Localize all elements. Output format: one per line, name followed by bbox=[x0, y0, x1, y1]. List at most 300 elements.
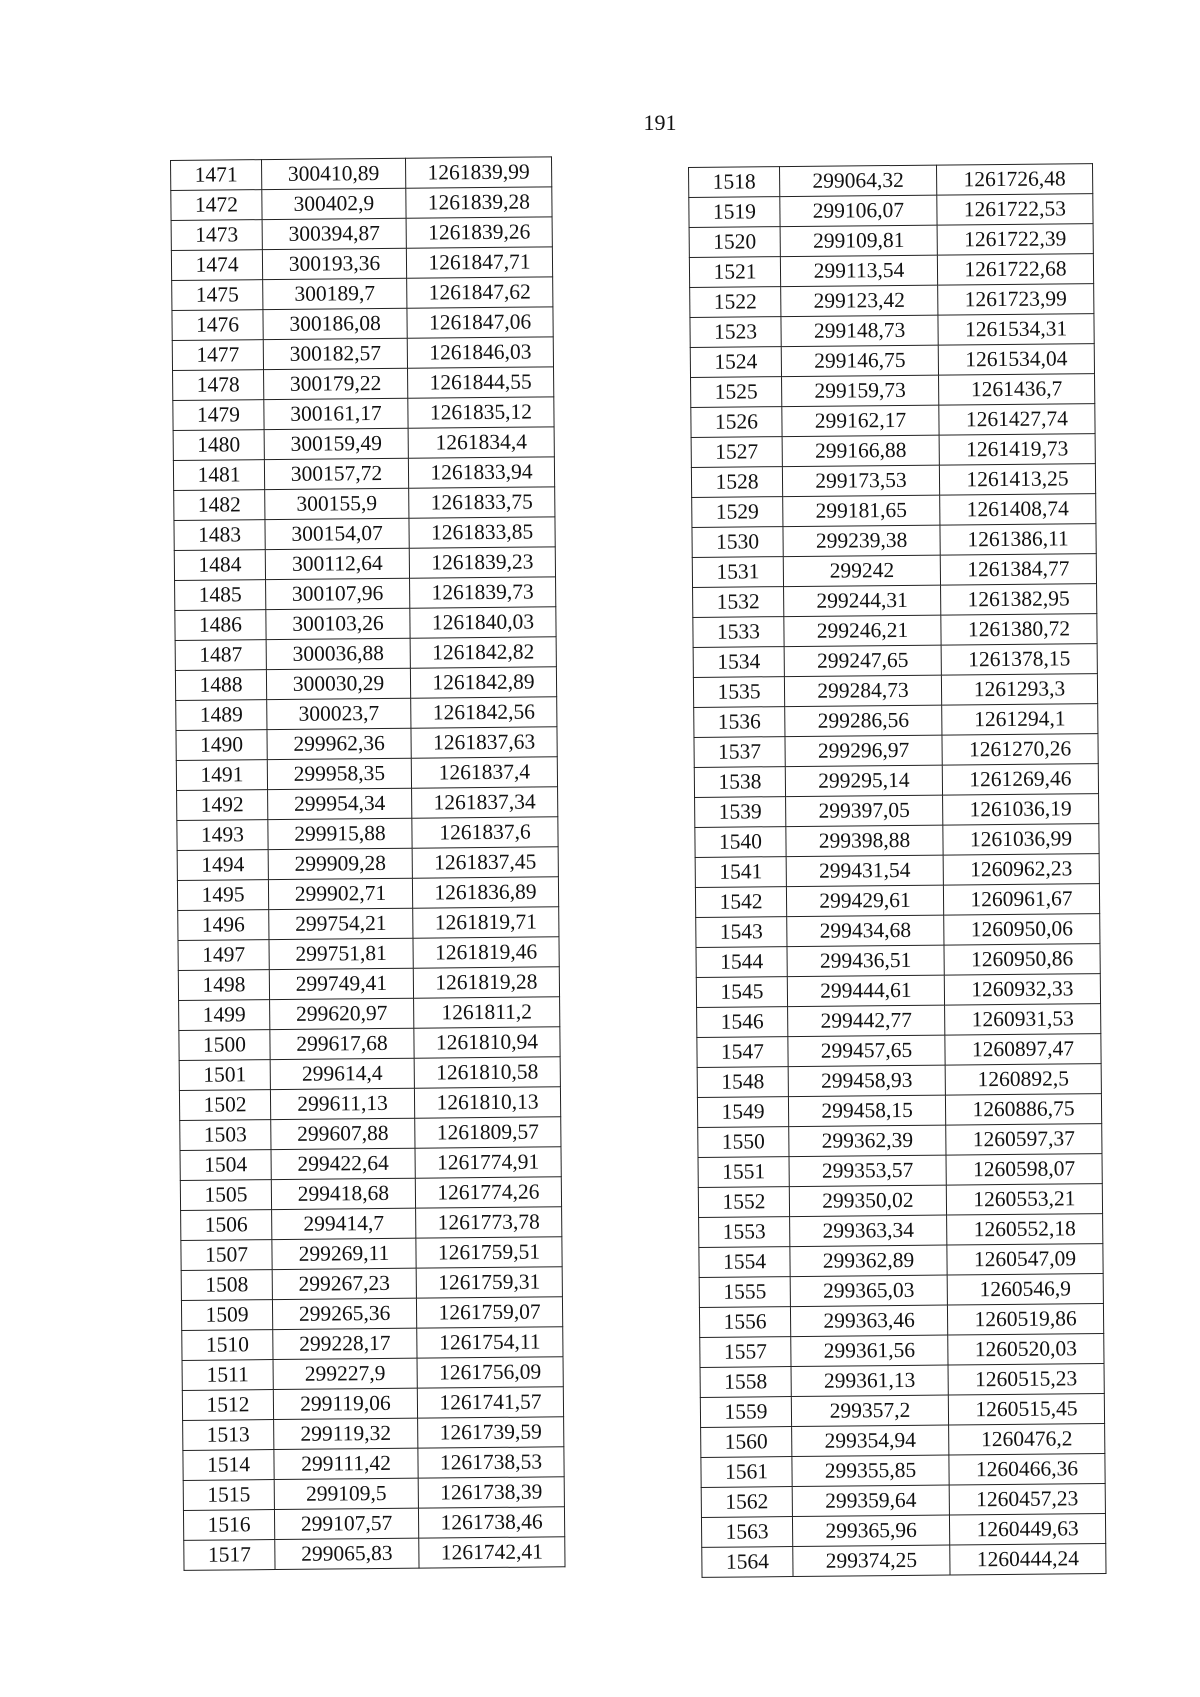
y-coordinate-cell: 1261773,78 bbox=[416, 1207, 562, 1238]
y-coordinate-cell: 1261810,13 bbox=[414, 1087, 560, 1118]
table-row bbox=[180, 1147, 561, 1181]
table-row bbox=[174, 517, 555, 551]
point-number-cell: 1559 bbox=[700, 1397, 791, 1428]
point-number-cell: 1550 bbox=[698, 1127, 789, 1158]
point-number-cell: 1523 bbox=[690, 317, 781, 348]
x-coordinate-cell: 299354,94 bbox=[792, 1425, 949, 1457]
table-row bbox=[174, 487, 555, 521]
table-row bbox=[692, 524, 1096, 558]
x-coordinate-cell: 299242 bbox=[783, 555, 940, 587]
point-number-cell: 1495 bbox=[177, 880, 268, 911]
table-row bbox=[692, 554, 1096, 588]
point-number-cell: 1516 bbox=[183, 1510, 274, 1541]
x-coordinate-cell: 299065,83 bbox=[275, 1538, 419, 1569]
table-row bbox=[698, 1184, 1102, 1218]
y-coordinate-cell: 1260515,45 bbox=[948, 1394, 1104, 1425]
y-coordinate-cell: 1260950,86 bbox=[944, 944, 1100, 975]
point-number-cell: 1480 bbox=[173, 430, 264, 461]
table-row bbox=[181, 1237, 562, 1271]
point-number-cell: 1538 bbox=[694, 767, 785, 798]
point-number-cell: 1492 bbox=[177, 790, 268, 821]
y-coordinate-cell: 1261739,59 bbox=[418, 1417, 564, 1448]
point-number-cell: 1494 bbox=[177, 850, 268, 881]
table-row bbox=[173, 367, 554, 401]
point-number-cell: 1539 bbox=[695, 797, 786, 828]
y-coordinate-cell: 1261534,31 bbox=[938, 314, 1094, 345]
y-coordinate-cell: 1260597,37 bbox=[946, 1124, 1102, 1155]
x-coordinate-cell: 300030,29 bbox=[266, 668, 410, 699]
y-coordinate-cell: 1261810,94 bbox=[414, 1027, 560, 1058]
point-number-cell: 1533 bbox=[693, 617, 784, 648]
x-coordinate-cell: 299902,71 bbox=[268, 878, 412, 909]
x-coordinate-cell: 300186,08 bbox=[263, 308, 407, 339]
y-coordinate-cell: 1260466,36 bbox=[949, 1454, 1105, 1485]
x-coordinate-cell: 299422,64 bbox=[271, 1148, 415, 1179]
x-coordinate-cell: 299457,65 bbox=[788, 1035, 945, 1067]
table-row bbox=[690, 314, 1094, 348]
point-number-cell: 1482 bbox=[174, 490, 265, 521]
table-row bbox=[171, 217, 552, 251]
x-coordinate-cell: 299353,57 bbox=[789, 1155, 946, 1187]
y-coordinate-cell: 1261759,07 bbox=[416, 1297, 562, 1328]
point-number-cell: 1489 bbox=[176, 700, 267, 731]
point-number-cell: 1530 bbox=[692, 527, 783, 558]
table-row bbox=[184, 1537, 565, 1571]
x-coordinate-cell: 299119,06 bbox=[273, 1388, 417, 1419]
x-coordinate-cell: 299397,05 bbox=[786, 795, 943, 827]
table-row bbox=[176, 697, 557, 731]
table-row bbox=[178, 907, 559, 941]
x-coordinate-cell: 299751,81 bbox=[269, 938, 413, 969]
point-number-cell: 1473 bbox=[171, 220, 262, 251]
x-coordinate-cell: 300193,36 bbox=[262, 248, 406, 279]
table-row bbox=[695, 884, 1099, 918]
table-row bbox=[689, 254, 1093, 288]
x-coordinate-cell: 299295,14 bbox=[785, 765, 942, 797]
table-row bbox=[181, 1267, 562, 1301]
table-row bbox=[182, 1357, 563, 1391]
point-number-cell: 1483 bbox=[174, 520, 265, 551]
point-number-cell: 1514 bbox=[183, 1450, 274, 1481]
x-coordinate-cell: 299614,4 bbox=[270, 1058, 414, 1089]
table-row bbox=[175, 637, 556, 671]
table-row bbox=[173, 427, 554, 461]
y-coordinate-cell: 1261759,31 bbox=[416, 1267, 562, 1298]
x-coordinate-cell: 299361,13 bbox=[791, 1365, 948, 1397]
x-coordinate-cell: 299119,32 bbox=[274, 1418, 418, 1449]
x-coordinate-cell: 299350,02 bbox=[789, 1185, 946, 1217]
table-row bbox=[178, 937, 559, 971]
x-coordinate-cell: 299749,41 bbox=[269, 968, 413, 999]
point-number-cell: 1549 bbox=[697, 1097, 788, 1128]
y-coordinate-cell: 1261294,1 bbox=[942, 704, 1098, 735]
point-number-cell: 1515 bbox=[183, 1480, 274, 1511]
table-row bbox=[695, 854, 1099, 888]
y-coordinate-cell: 1261386,11 bbox=[940, 524, 1096, 555]
table-row bbox=[694, 704, 1098, 738]
point-number-cell: 1498 bbox=[178, 970, 269, 1001]
point-number-cell: 1486 bbox=[175, 610, 266, 641]
y-coordinate-cell: 1261836,89 bbox=[412, 877, 558, 908]
table-row bbox=[175, 667, 556, 701]
x-coordinate-cell: 299296,97 bbox=[785, 735, 942, 767]
x-coordinate-cell: 299109,5 bbox=[274, 1478, 418, 1509]
x-coordinate-cell: 299162,17 bbox=[782, 405, 939, 437]
y-coordinate-cell: 1261839,28 bbox=[406, 187, 552, 218]
x-coordinate-cell: 300157,72 bbox=[264, 458, 408, 489]
x-coordinate-cell: 299958,35 bbox=[267, 758, 411, 789]
point-number-cell: 1563 bbox=[701, 1517, 792, 1548]
table-row bbox=[699, 1214, 1103, 1248]
x-coordinate-cell: 299239,38 bbox=[783, 525, 940, 557]
table-row bbox=[172, 307, 553, 341]
table-row bbox=[175, 577, 556, 611]
y-coordinate-cell: 1261759,51 bbox=[416, 1237, 562, 1268]
point-number-cell: 1561 bbox=[701, 1457, 792, 1488]
page-number: 191 bbox=[643, 110, 677, 135]
x-coordinate-cell: 299607,88 bbox=[271, 1118, 415, 1149]
table-row bbox=[696, 914, 1100, 948]
point-number-cell: 1509 bbox=[181, 1300, 272, 1331]
y-coordinate-cell: 1261834,4 bbox=[408, 427, 554, 458]
y-coordinate-cell: 1261847,62 bbox=[407, 277, 553, 308]
y-coordinate-cell: 1261726,48 bbox=[936, 164, 1092, 195]
x-coordinate-cell: 299269,11 bbox=[272, 1238, 416, 1269]
y-coordinate-cell: 1260897,47 bbox=[945, 1034, 1101, 1065]
x-coordinate-cell: 299123,42 bbox=[781, 285, 938, 317]
x-coordinate-cell: 299458,15 bbox=[788, 1095, 945, 1127]
table-row bbox=[691, 404, 1095, 438]
point-number-cell: 1484 bbox=[174, 550, 265, 581]
y-coordinate-cell: 1261722,68 bbox=[937, 254, 1093, 285]
y-coordinate-cell: 1261833,85 bbox=[409, 517, 555, 548]
point-number-cell: 1521 bbox=[689, 257, 780, 288]
x-coordinate-cell: 299173,53 bbox=[782, 465, 939, 497]
x-coordinate-cell: 299064,32 bbox=[780, 165, 937, 197]
y-coordinate-cell: 1260457,23 bbox=[949, 1484, 1105, 1515]
y-coordinate-cell: 1261833,75 bbox=[409, 487, 555, 518]
x-coordinate-cell: 299442,77 bbox=[788, 1005, 945, 1037]
y-coordinate-cell: 1261842,89 bbox=[410, 667, 556, 698]
x-coordinate-cell: 299109,81 bbox=[780, 225, 937, 257]
point-number-cell: 1552 bbox=[698, 1187, 789, 1218]
table-row bbox=[697, 1064, 1101, 1098]
point-number-cell: 1504 bbox=[180, 1150, 271, 1181]
x-coordinate-cell: 299267,23 bbox=[272, 1268, 416, 1299]
table-row bbox=[171, 247, 552, 281]
point-number-cell: 1527 bbox=[691, 437, 782, 468]
x-coordinate-cell: 300154,07 bbox=[265, 518, 409, 549]
x-coordinate-cell: 300161,17 bbox=[264, 398, 408, 429]
x-coordinate-cell: 299181,65 bbox=[783, 495, 940, 527]
point-number-cell: 1557 bbox=[700, 1337, 791, 1368]
x-coordinate-cell: 300112,64 bbox=[265, 548, 409, 579]
x-coordinate-cell: 299362,89 bbox=[790, 1245, 947, 1277]
table-row bbox=[695, 824, 1099, 858]
point-number-cell: 1558 bbox=[700, 1367, 791, 1398]
y-coordinate-cell: 1261847,06 bbox=[407, 307, 553, 338]
table-row bbox=[183, 1417, 564, 1451]
y-coordinate-cell: 1261840,03 bbox=[410, 607, 556, 638]
point-number-cell: 1554 bbox=[699, 1247, 790, 1278]
table-row bbox=[700, 1334, 1104, 1368]
point-number-cell: 1534 bbox=[693, 647, 784, 678]
y-coordinate-cell: 1261819,46 bbox=[413, 937, 559, 968]
y-coordinate-cell: 1261839,26 bbox=[406, 217, 552, 248]
table-row bbox=[179, 1027, 560, 1061]
x-coordinate-cell: 299111,42 bbox=[274, 1448, 418, 1479]
table-row bbox=[702, 1544, 1106, 1578]
point-number-cell: 1505 bbox=[180, 1180, 271, 1211]
y-coordinate-cell: 1260553,21 bbox=[946, 1184, 1102, 1215]
table-row bbox=[180, 1177, 561, 1211]
y-coordinate-cell: 1261811,2 bbox=[414, 997, 560, 1028]
y-coordinate-cell: 1260931,53 bbox=[945, 1004, 1101, 1035]
y-coordinate-cell: 1261754,11 bbox=[417, 1327, 563, 1358]
x-coordinate-cell: 299247,65 bbox=[784, 645, 941, 677]
table-row bbox=[697, 1004, 1101, 1038]
point-number-cell: 1512 bbox=[182, 1390, 273, 1421]
point-number-cell: 1541 bbox=[695, 857, 786, 888]
y-coordinate-cell: 1260520,03 bbox=[948, 1334, 1104, 1365]
point-number-cell: 1560 bbox=[701, 1427, 792, 1458]
point-number-cell: 1511 bbox=[182, 1360, 273, 1391]
point-number-cell: 1474 bbox=[171, 250, 262, 281]
table-row bbox=[693, 614, 1097, 648]
y-coordinate-cell: 1261408,74 bbox=[940, 494, 1096, 525]
x-coordinate-cell: 299909,28 bbox=[268, 848, 412, 879]
table-row bbox=[172, 277, 553, 311]
table-row bbox=[183, 1477, 564, 1511]
table-row bbox=[695, 794, 1099, 828]
y-coordinate-cell: 1261738,46 bbox=[418, 1507, 564, 1538]
x-coordinate-cell: 300036,88 bbox=[266, 638, 410, 669]
point-number-cell: 1535 bbox=[693, 677, 784, 708]
point-number-cell: 1522 bbox=[690, 287, 781, 318]
table-row bbox=[177, 877, 558, 911]
table-row bbox=[692, 494, 1096, 528]
table-row bbox=[177, 817, 558, 851]
point-number-cell: 1488 bbox=[175, 670, 266, 701]
x-coordinate-cell: 299355,85 bbox=[792, 1455, 949, 1487]
point-number-cell: 1524 bbox=[690, 347, 781, 378]
x-coordinate-cell: 300103,26 bbox=[266, 608, 410, 639]
x-coordinate-cell: 299398,88 bbox=[786, 825, 943, 857]
point-number-cell: 1545 bbox=[696, 977, 787, 1008]
table-row bbox=[172, 337, 553, 371]
x-coordinate-cell: 299458,93 bbox=[788, 1065, 945, 1097]
y-coordinate-cell: 1261382,95 bbox=[941, 584, 1097, 615]
point-number-cell: 1532 bbox=[693, 587, 784, 618]
point-number-cell: 1555 bbox=[699, 1277, 790, 1308]
x-coordinate-cell: 299286,56 bbox=[785, 705, 942, 737]
table-row bbox=[691, 374, 1095, 408]
table-row bbox=[177, 847, 558, 881]
table-row bbox=[701, 1424, 1105, 1458]
table-row bbox=[690, 284, 1094, 318]
table-row bbox=[177, 787, 558, 821]
x-coordinate-cell: 299357,2 bbox=[791, 1395, 948, 1427]
y-coordinate-cell: 1260932,33 bbox=[944, 974, 1100, 1005]
y-coordinate-cell: 1260950,06 bbox=[944, 914, 1100, 945]
point-number-cell: 1553 bbox=[699, 1217, 790, 1248]
y-coordinate-cell: 1261839,99 bbox=[405, 157, 551, 188]
x-coordinate-cell: 299113,54 bbox=[780, 255, 937, 287]
table-row bbox=[171, 187, 552, 221]
table-row bbox=[176, 727, 557, 761]
table-row bbox=[689, 224, 1093, 258]
x-coordinate-cell: 299107,57 bbox=[274, 1508, 418, 1539]
point-number-cell: 1525 bbox=[691, 377, 782, 408]
y-coordinate-cell: 1261378,15 bbox=[941, 644, 1097, 675]
table-row bbox=[182, 1387, 563, 1421]
y-coordinate-cell: 1261844,55 bbox=[408, 367, 554, 398]
point-number-cell: 1551 bbox=[698, 1157, 789, 1188]
table-row bbox=[693, 644, 1097, 678]
y-coordinate-cell: 1260598,07 bbox=[946, 1154, 1102, 1185]
table-row bbox=[689, 194, 1093, 228]
x-coordinate-cell: 299431,54 bbox=[786, 855, 943, 887]
table-row bbox=[698, 1154, 1102, 1188]
x-coordinate-cell: 300182,57 bbox=[263, 338, 407, 369]
x-coordinate-cell: 299363,34 bbox=[790, 1215, 947, 1247]
x-coordinate-cell: 299414,7 bbox=[272, 1208, 416, 1239]
y-coordinate-cell: 1261837,45 bbox=[412, 847, 558, 878]
table-row bbox=[699, 1274, 1103, 1308]
x-coordinate-cell: 299444,61 bbox=[787, 975, 944, 1007]
y-coordinate-cell: 1261293,3 bbox=[941, 674, 1097, 705]
y-coordinate-cell: 1260961,67 bbox=[943, 884, 1099, 915]
y-coordinate-cell: 1261534,04 bbox=[938, 344, 1094, 375]
y-coordinate-cell: 1261810,58 bbox=[414, 1057, 560, 1088]
y-coordinate-cell: 1261833,94 bbox=[408, 457, 554, 488]
y-coordinate-cell: 1261036,19 bbox=[943, 794, 1099, 825]
x-coordinate-cell: 299228,17 bbox=[273, 1328, 417, 1359]
table-row bbox=[176, 757, 557, 791]
table-row bbox=[693, 674, 1097, 708]
point-number-cell: 1528 bbox=[691, 467, 782, 498]
point-number-cell: 1502 bbox=[179, 1090, 270, 1121]
table-row bbox=[181, 1207, 562, 1241]
point-number-cell: 1471 bbox=[171, 160, 262, 191]
y-coordinate-cell: 1261835,12 bbox=[408, 397, 554, 428]
point-number-cell: 1481 bbox=[173, 460, 264, 491]
point-number-cell: 1562 bbox=[701, 1487, 792, 1518]
y-coordinate-cell: 1261839,73 bbox=[410, 577, 556, 608]
y-coordinate-cell: 1261384,77 bbox=[940, 554, 1096, 585]
x-coordinate-cell: 299754,21 bbox=[269, 908, 413, 939]
point-number-cell: 1475 bbox=[172, 280, 263, 311]
y-coordinate-cell: 1261413,25 bbox=[939, 464, 1095, 495]
point-number-cell: 1476 bbox=[172, 310, 263, 341]
point-number-cell: 1478 bbox=[173, 370, 264, 401]
y-coordinate-cell: 1261839,23 bbox=[409, 547, 555, 578]
x-coordinate-cell: 299962,36 bbox=[267, 728, 411, 759]
y-coordinate-cell: 1261837,4 bbox=[411, 757, 557, 788]
x-coordinate-cell: 299617,68 bbox=[270, 1028, 414, 1059]
point-number-cell: 1507 bbox=[181, 1240, 272, 1271]
table-row bbox=[174, 547, 555, 581]
y-coordinate-cell: 1261419,73 bbox=[939, 434, 1095, 465]
table-row bbox=[171, 157, 552, 191]
y-coordinate-cell: 1260892,5 bbox=[945, 1064, 1101, 1095]
table-row bbox=[701, 1484, 1105, 1518]
point-number-cell: 1479 bbox=[173, 400, 264, 431]
y-coordinate-cell: 1261738,53 bbox=[418, 1447, 564, 1478]
point-number-cell: 1517 bbox=[184, 1540, 275, 1571]
x-coordinate-cell: 299434,68 bbox=[787, 915, 944, 947]
coordinates-table-left bbox=[170, 156, 566, 1571]
y-coordinate-cell: 1260449,63 bbox=[949, 1514, 1105, 1545]
table-row bbox=[696, 944, 1100, 978]
table-row bbox=[700, 1364, 1104, 1398]
table-row bbox=[696, 974, 1100, 1008]
y-coordinate-cell: 1261036,99 bbox=[943, 824, 1099, 855]
point-number-cell: 1499 bbox=[179, 1000, 270, 1031]
y-coordinate-cell: 1261837,34 bbox=[412, 787, 558, 818]
y-coordinate-cell: 1261774,91 bbox=[415, 1147, 561, 1178]
table-row bbox=[182, 1327, 563, 1361]
x-coordinate-cell: 299166,88 bbox=[782, 435, 939, 467]
point-number-cell: 1496 bbox=[178, 910, 269, 941]
point-number-cell: 1547 bbox=[697, 1037, 788, 1068]
point-number-cell: 1564 bbox=[702, 1547, 793, 1578]
table-row bbox=[698, 1124, 1102, 1158]
table-row bbox=[183, 1507, 564, 1541]
table-row bbox=[178, 967, 559, 1001]
y-coordinate-cell: 1260886,75 bbox=[945, 1094, 1101, 1125]
x-coordinate-cell: 300394,87 bbox=[262, 218, 406, 249]
x-coordinate-cell: 299361,56 bbox=[791, 1335, 948, 1367]
point-number-cell: 1536 bbox=[694, 707, 785, 738]
point-number-cell: 1544 bbox=[696, 947, 787, 978]
y-coordinate-cell: 1261380,72 bbox=[941, 614, 1097, 645]
table-row bbox=[173, 397, 554, 431]
table-row bbox=[173, 457, 554, 491]
x-coordinate-cell: 299159,73 bbox=[782, 375, 939, 407]
table-row bbox=[175, 607, 556, 641]
y-coordinate-cell: 1260962,23 bbox=[943, 854, 1099, 885]
y-coordinate-cell: 1261846,03 bbox=[407, 337, 553, 368]
table-row bbox=[179, 997, 560, 1031]
point-number-cell: 1529 bbox=[692, 497, 783, 528]
point-number-cell: 1520 bbox=[689, 227, 780, 258]
y-coordinate-cell: 1261819,28 bbox=[413, 967, 559, 998]
point-number-cell: 1556 bbox=[699, 1307, 790, 1338]
y-coordinate-cell: 1261738,39 bbox=[418, 1477, 564, 1508]
table-row bbox=[694, 764, 1098, 798]
y-coordinate-cell: 1261741,57 bbox=[417, 1387, 563, 1418]
point-number-cell: 1491 bbox=[176, 760, 267, 791]
table-row bbox=[697, 1034, 1101, 1068]
y-coordinate-cell: 1261819,71 bbox=[413, 907, 559, 938]
x-coordinate-cell: 300402,9 bbox=[262, 188, 406, 219]
y-coordinate-cell: 1260519,86 bbox=[947, 1304, 1103, 1335]
table-row bbox=[701, 1514, 1105, 1548]
y-coordinate-cell: 1261270,26 bbox=[942, 734, 1098, 765]
y-coordinate-cell: 1261847,71 bbox=[406, 247, 552, 278]
x-coordinate-cell: 300179,22 bbox=[264, 368, 408, 399]
x-coordinate-cell: 299954,34 bbox=[268, 788, 412, 819]
y-coordinate-cell: 1261837,6 bbox=[412, 817, 558, 848]
point-number-cell: 1477 bbox=[172, 340, 263, 371]
y-coordinate-cell: 1261774,26 bbox=[415, 1177, 561, 1208]
point-number-cell: 1542 bbox=[695, 887, 786, 918]
table-row bbox=[179, 1057, 560, 1091]
point-number-cell: 1500 bbox=[179, 1030, 270, 1061]
y-coordinate-cell: 1261427,74 bbox=[939, 404, 1095, 435]
x-coordinate-cell: 299365,03 bbox=[790, 1275, 947, 1307]
